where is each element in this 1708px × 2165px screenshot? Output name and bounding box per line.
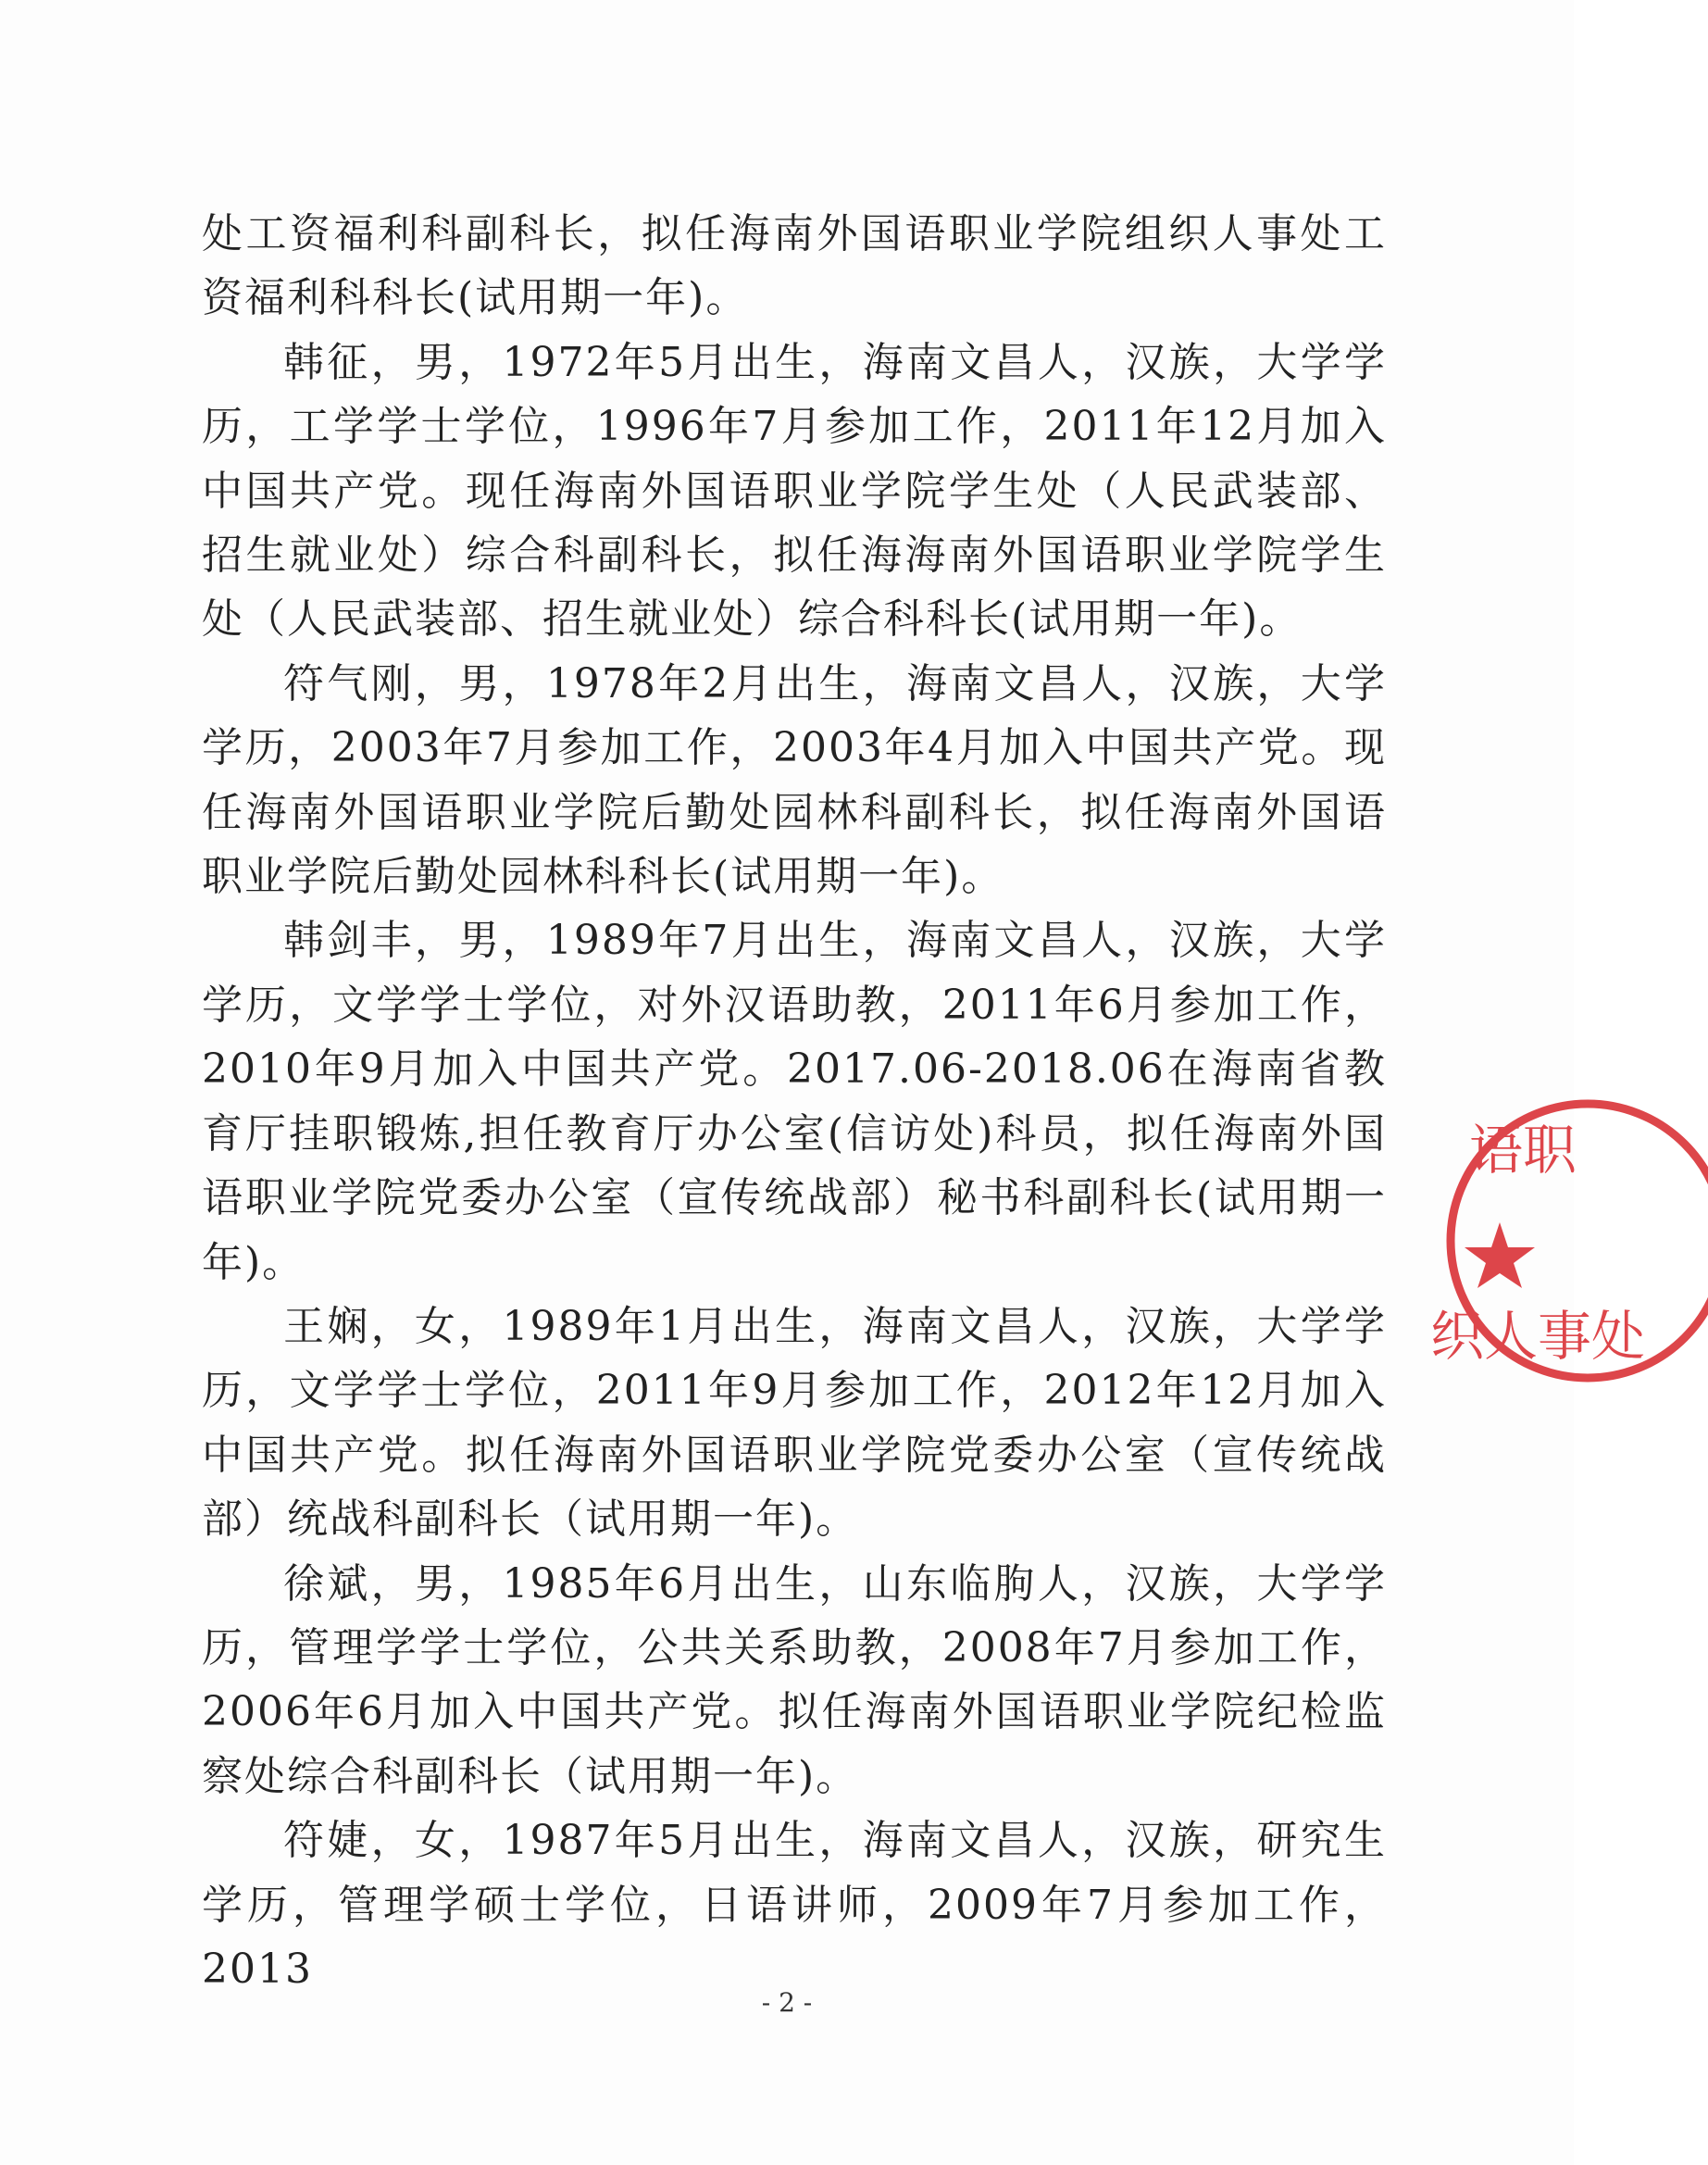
paragraph: 符婕，女，1987年5月出生，海南文昌人，汉族，研究生学历，管理学硕士学位，日语讲师，2009年7月参加工作，2013 <box>202 1817 1387 1993</box>
paragraph: 韩征，男，1972年5月出生，海南文昌人，汉族，大学学历，工学学士学位，1996年7月参加工作，2011年12月加入中国共产党。现任海南外国语职业学院学生处（人民武装部、招生就业处）综合科副科长，拟任海海南外国语职业学院学生处（人民武装部、招生就业处）综合科科长(试用期一年)。 <box>202 338 1387 644</box>
seal-stamp <box>1430 1083 1646 1398</box>
paragraph: 处工资福利科副科长，拟任海南外国语职业学院组织人事处工资福利科科长(试用期一年)。 <box>202 210 1387 322</box>
seal-icon <box>1430 1083 1708 1398</box>
page-number: - 2 - <box>761 1987 813 2018</box>
seal-text-bottom: 织人事处 <box>1430 1305 1646 1368</box>
paragraph: 徐斌，男，1985年6月出生，山东临朐人，汉族，大学学历，管理学学士学位，公共关系助教，2008年7月参加工作，2006年6月加入中国共产党。拟任海南外国语职业学院纪检监察处综合科副科长（试用期一年)。 <box>202 1559 1387 1800</box>
paragraph: 符气刚，男，1978年2月出生，海南文昌人，汉族，大学学历，2003年7月参加工作，2003年4月加入中国共产党。现任海南外国语职业学院后勤处园林科副科长，拟任海南外国语职业学院后勤处园林科科长(试用期一年)。 <box>202 659 1387 901</box>
seal-text-top: 语职 <box>1469 1119 1577 1182</box>
paragraph: 王娴，女，1989年1月出生，海南文昌人，汉族，大学学历，文学学士学位，2011年9月参加工作，2012年12月加入中国共产党。拟任海南外国语职业学院党委办公室（宣传统战部）统战科副科长（试用期一年)。 <box>202 1302 1387 1544</box>
body-text <box>202 202 1387 2001</box>
paragraph: 韩剑丰，男，1989年7月出生，海南文昌人，汉族，大学学历，文学学士学位，对外汉语助教，2011年6月参加工作，2010年9月加入中国共产党。2017.06-2018.06在海南省教育厅挂职锻炼,担任教育厅办公室(信访处)科员，拟任海南外国语职业学院党委办公室（宣传统战部）秘书科副科长(试用期一年)。 <box>202 917 1387 1286</box>
